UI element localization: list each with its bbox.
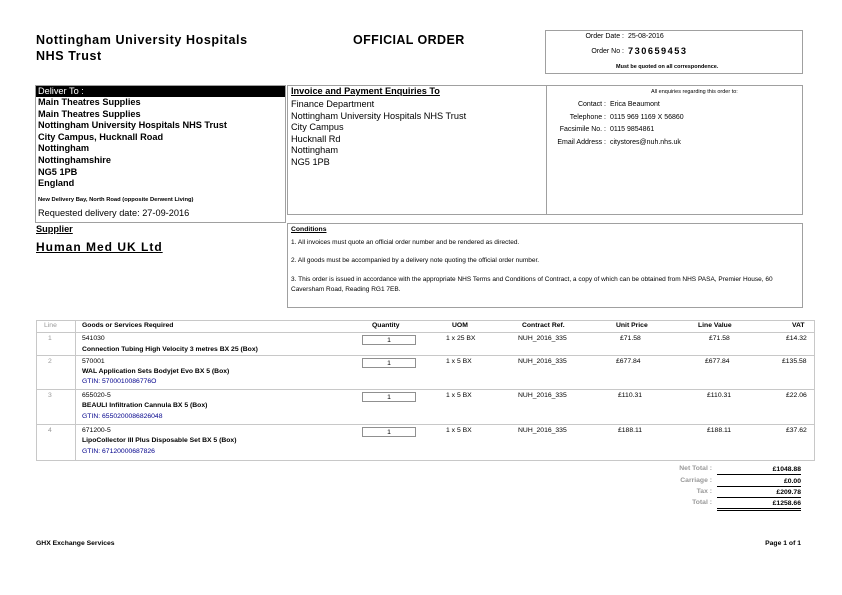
row-vat: £135.58: [782, 358, 807, 365]
order-title: OFFICIAL ORDER: [353, 33, 465, 47]
total-label: Total :: [692, 499, 712, 506]
deliver-line: NG5 1PB: [38, 166, 78, 177]
deliver-line: Nottingham University Hospitals NHS Trust: [38, 120, 227, 131]
col-header-line: Line: [44, 322, 57, 329]
order-info-box: [545, 30, 803, 74]
order-date-label: Order Date :: [585, 33, 624, 40]
telephone-label: Telephone :: [569, 114, 606, 121]
table-row: [36, 333, 815, 356]
table-row: [36, 356, 815, 390]
col-header-contract: Contract Ref.: [522, 322, 565, 329]
invoice-line: Finance Department: [291, 99, 375, 109]
trust-name-line1: Nottingham University Hospitals: [36, 33, 248, 47]
condition-item: 1. All invoices must quote an official order number and be rendered as directed.: [291, 239, 520, 246]
row-unit-price: £677.84: [616, 358, 641, 365]
deliver-line: England: [38, 178, 75, 189]
row-line-value: £110.31: [707, 392, 732, 399]
enquiries-heading: All enquiries regarding this order to:: [651, 89, 738, 95]
invoice-line: Hucknall Rd: [291, 133, 341, 144]
email-label: Email Address :: [557, 139, 606, 146]
order-date: 25-08-2016: [628, 33, 664, 40]
row-code: 655020-5: [82, 392, 111, 399]
deliver-line: City Campus, Hucknall Road: [38, 131, 164, 142]
row-unit-price: £188.11: [618, 427, 643, 434]
deliver-to-heading: Deliver To :: [36, 86, 285, 97]
deliver-line: Main Theatres Supplies: [38, 97, 141, 107]
row-contract: NUH_2016_335: [518, 392, 567, 399]
deliver-address: [38, 97, 227, 190]
deliver-to-box: [35, 85, 286, 223]
row-uom: 1 x 5 BX: [446, 358, 472, 365]
fax-value: 0115 9854861: [610, 126, 655, 133]
fax-label: Facsimile No. :: [559, 126, 606, 133]
supplier-name: Human Med UK Ltd: [36, 240, 163, 254]
deliver-line: Nottinghamshire: [38, 154, 111, 165]
row-code: 570001: [82, 358, 105, 365]
condition-item: 2. All goods must be accompanied by a delivery note quoting the official order number.: [291, 257, 540, 264]
row-line-value: £188.11: [707, 427, 732, 434]
invoice-line: City Campus: [291, 122, 344, 133]
row-line: 3: [48, 392, 52, 399]
row-code: 541030: [82, 335, 105, 342]
email-value: citystores@nuh.nhs.uk: [610, 139, 681, 146]
invoice-heading: Invoice and Payment Enquiries To: [291, 86, 440, 96]
col-header-vat: VAT: [792, 322, 805, 329]
col-header-goods: Goods or Services Required: [82, 322, 174, 329]
conditions-heading: Conditions: [291, 226, 327, 233]
col-header-unit-price: Unit Price: [616, 322, 648, 329]
condition-item: 3. This order is issued in accordance with the appropriate NHS Terms and Conditions of Contract, a copy of which can be obtained from NHS PASA, Premier House, 60 Caversham Road, Reading RG1 7EB.: [291, 276, 773, 293]
row-vat: £37.62: [786, 427, 807, 434]
footer-left: GHX Exchange Services: [36, 540, 115, 547]
row-vat: £22.06: [786, 392, 807, 399]
row-quantity-input[interactable]: 1: [362, 358, 416, 368]
order-number: 730659453: [628, 46, 688, 56]
requested-delivery-date: Requested delivery date: 27-09-2016: [38, 208, 190, 218]
row-line: 4: [48, 427, 52, 434]
invoice-line: NG5 1PB: [291, 156, 330, 167]
row-unit-price: £71.58: [620, 335, 641, 342]
net-total-label: Net Total :: [679, 465, 712, 472]
invoice-address: [291, 99, 466, 169]
conditions-box: [287, 223, 803, 308]
invoice-line: Nottingham University Hospitals NHS Trust: [291, 110, 467, 121]
row-gtin: GTIN: 5700010086776O: [82, 378, 157, 385]
table-header-row: [36, 320, 815, 333]
row-contract: NUH_2016_335: [518, 427, 567, 434]
col-header-line-value: Line Value: [698, 322, 732, 329]
table-row: [36, 390, 815, 425]
col-header-uom: UOM: [452, 322, 468, 329]
row-line: 1: [48, 335, 52, 342]
carriage-value: £0.00: [717, 477, 801, 487]
trust-name-line2: NHS Trust: [36, 49, 102, 63]
row-description: WAL Application Sets Bodyjet Evo BX 5 (Box): [82, 368, 230, 375]
row-uom: 1 x 25 BX: [446, 335, 476, 342]
deliver-line: Main Theatres Supplies: [38, 108, 141, 119]
row-contract: NUH_2016_335: [518, 358, 567, 365]
row-gtin: GTIN: 6550200086826048: [82, 413, 163, 420]
contact-label: Contact :: [577, 101, 606, 108]
row-contract: NUH_2016_335: [518, 335, 567, 342]
invoice-line: Nottingham: [291, 145, 338, 156]
page-number: Page 1 of 1: [765, 540, 801, 547]
row-description: Connection Tubing High Velocity 3 metres BX 25 (Box): [82, 346, 258, 353]
row-quantity-input[interactable]: 1: [362, 427, 416, 437]
row-uom: 1 x 5 BX: [446, 427, 472, 434]
row-line-value: £71.58: [709, 335, 730, 342]
row-vat: £14.32: [786, 335, 807, 342]
table-row: [36, 425, 815, 460]
row-code: 671200-5: [82, 427, 111, 434]
row-uom: 1 x 5 BX: [446, 392, 472, 399]
delivery-note: New Delivery Bay, North Road (opposite Derwent Living): [38, 197, 194, 203]
col-header-qty: Quantity: [372, 322, 400, 329]
row-quantity-input[interactable]: 1: [362, 335, 416, 345]
row-gtin: GTIN: 67120000687826: [82, 448, 155, 455]
supplier-heading: Supplier: [36, 224, 73, 234]
row-line-value: £677.84: [705, 358, 730, 365]
total-value: £1258.66: [717, 499, 801, 511]
row-description: LipoCollector III Plus Disposable Set BX 5 (Box): [82, 437, 237, 444]
net-total-value: £1048.88: [717, 465, 801, 475]
tax-value: £209.78: [717, 488, 801, 498]
deliver-line: Nottingham: [38, 143, 90, 154]
carriage-label: Carriage :: [680, 477, 712, 484]
order-note: Must be quoted on all correspondence.: [616, 64, 719, 70]
row-quantity-input[interactable]: 1: [362, 392, 416, 402]
row-line: 2: [48, 358, 52, 365]
contact-name: Erica Beaumont: [610, 101, 660, 108]
invoice-box: [287, 85, 546, 215]
tax-label: Tax :: [696, 488, 712, 495]
telephone-value: 0115 969 1169 X 56860: [610, 114, 684, 121]
row-description: BEAULI Infiltration Cannula BX 5 (Box): [82, 402, 208, 409]
row-unit-price: £110.31: [618, 392, 643, 399]
enquiries-box: [546, 85, 803, 215]
order-no-label: Order No :: [591, 48, 624, 55]
